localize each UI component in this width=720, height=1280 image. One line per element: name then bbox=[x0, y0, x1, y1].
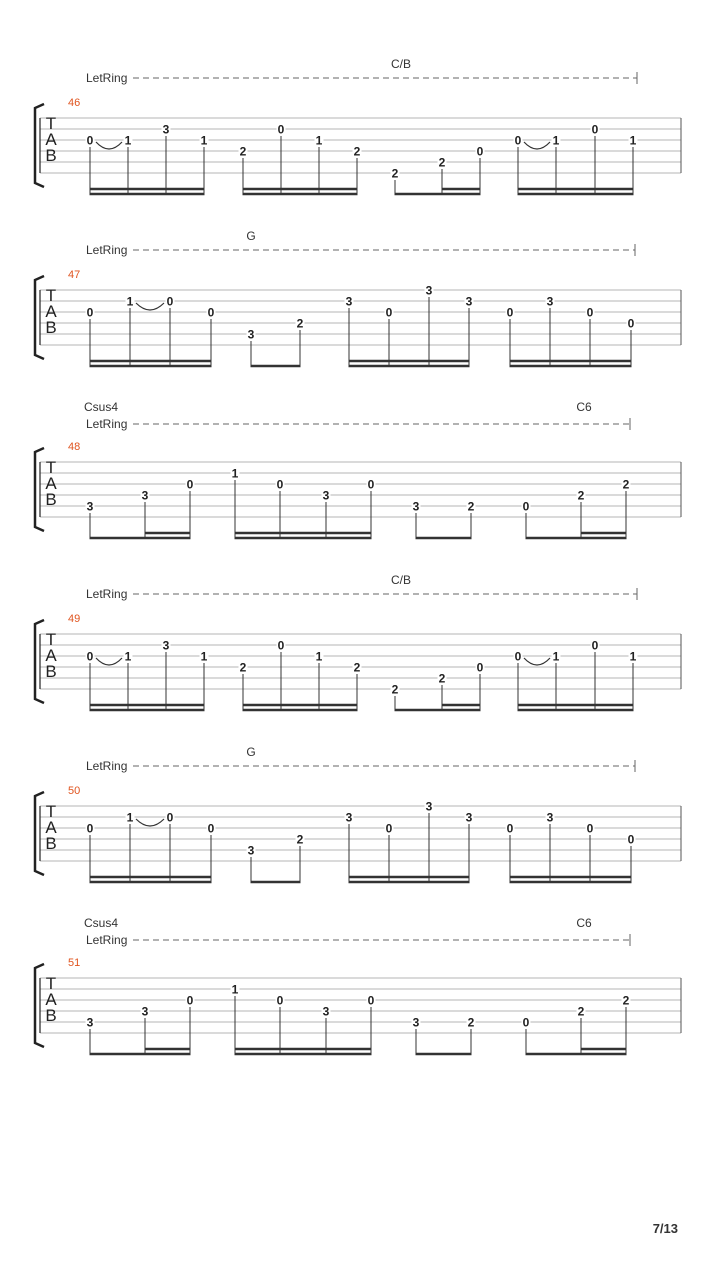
tie-arc bbox=[96, 658, 122, 665]
bar-number: 51 bbox=[68, 957, 81, 969]
fret-number: 3 bbox=[322, 1004, 330, 1019]
fret-number: 0 bbox=[476, 144, 484, 159]
fret-number: 2 bbox=[353, 144, 361, 159]
fret-number: 0 bbox=[591, 122, 599, 137]
tab-clef-letter: A bbox=[45, 302, 57, 321]
fret-number: 0 bbox=[522, 1015, 530, 1030]
fret-number: 0 bbox=[186, 477, 194, 492]
letring-label: LetRing bbox=[86, 243, 128, 257]
fret-number: 3 bbox=[247, 327, 255, 342]
fret-number: 1 bbox=[126, 810, 134, 825]
fret-number: 3 bbox=[322, 488, 330, 503]
tab-clef-letter: B bbox=[45, 834, 57, 853]
fret-number: 3 bbox=[162, 122, 170, 137]
fret-number: 3 bbox=[345, 810, 353, 825]
fret-number: 0 bbox=[276, 993, 284, 1008]
page-number: 7/13 bbox=[652, 1221, 678, 1236]
fret-number: 0 bbox=[367, 993, 375, 1008]
tab-clef-letter: B bbox=[45, 1006, 57, 1025]
fret-number: 3 bbox=[86, 1015, 94, 1030]
fret-number: 0 bbox=[186, 993, 194, 1008]
chord-name: C6 bbox=[576, 400, 592, 414]
fret-number: 3 bbox=[141, 488, 149, 503]
fret-number: 3 bbox=[345, 294, 353, 309]
bar-number: 50 bbox=[68, 785, 81, 797]
tab-clef-letter: B bbox=[45, 146, 57, 165]
chord-name: C6 bbox=[576, 916, 592, 930]
fret-number: 0 bbox=[514, 133, 522, 148]
fret-number: 0 bbox=[277, 638, 285, 653]
fret-number: 2 bbox=[622, 477, 630, 492]
fret-number: 2 bbox=[577, 488, 585, 503]
tab-clef-letter: A bbox=[45, 818, 57, 837]
fret-number: 1 bbox=[124, 133, 132, 148]
fret-number: 2 bbox=[577, 1004, 585, 1019]
fret-number: 0 bbox=[86, 821, 94, 836]
fret-number: 0 bbox=[586, 821, 594, 836]
tab-clef-letter: T bbox=[45, 286, 57, 305]
letring-label: LetRing bbox=[86, 587, 128, 601]
fret-number: 1 bbox=[315, 133, 323, 148]
tab-clef-letter: B bbox=[45, 318, 57, 337]
letring-label: LetRing bbox=[86, 417, 128, 431]
fret-number: 1 bbox=[124, 649, 132, 664]
fret-number: 0 bbox=[367, 477, 375, 492]
fret-number: 2 bbox=[467, 499, 475, 514]
fret-number: 2 bbox=[239, 144, 247, 159]
fret-number: 0 bbox=[207, 305, 215, 320]
fret-number: 0 bbox=[385, 305, 393, 320]
fret-number: 0 bbox=[514, 649, 522, 664]
fret-number: 3 bbox=[546, 294, 554, 309]
letring-label: LetRing bbox=[86, 933, 128, 947]
fret-number: 0 bbox=[591, 638, 599, 653]
tab-system-46 bbox=[35, 57, 681, 194]
tab-clef-letter: A bbox=[45, 990, 57, 1009]
chord-name: Csus4 bbox=[83, 400, 119, 414]
chord-name: G bbox=[246, 229, 256, 243]
bar-number: 49 bbox=[68, 613, 81, 625]
fret-number: 1 bbox=[200, 649, 208, 664]
fret-number: 1 bbox=[126, 294, 134, 309]
fret-number: 0 bbox=[86, 305, 94, 320]
fret-number: 0 bbox=[522, 499, 530, 514]
fret-number: 1 bbox=[231, 982, 239, 997]
bar-number: 48 bbox=[68, 441, 81, 453]
chord-name: G bbox=[246, 745, 256, 759]
fret-number: 0 bbox=[506, 305, 514, 320]
bar-number: 46 bbox=[68, 97, 81, 109]
fret-number: 1 bbox=[552, 649, 560, 664]
fret-number: 1 bbox=[231, 466, 239, 481]
fret-number: 0 bbox=[506, 821, 514, 836]
fret-number: 3 bbox=[247, 843, 255, 858]
letring-label: LetRing bbox=[86, 71, 128, 85]
tie-arc bbox=[136, 303, 164, 310]
chord-name: C/B bbox=[390, 57, 412, 71]
fret-number: 1 bbox=[552, 133, 560, 148]
fret-number: 0 bbox=[166, 810, 174, 825]
tab-system-47 bbox=[35, 229, 681, 366]
tie-arc bbox=[136, 819, 164, 826]
tab-system-50 bbox=[35, 745, 681, 882]
fret-number: 0 bbox=[207, 821, 215, 836]
fret-number: 3 bbox=[86, 499, 94, 514]
fret-number: 0 bbox=[586, 305, 594, 320]
fret-number: 3 bbox=[546, 810, 554, 825]
fret-number: 1 bbox=[629, 649, 637, 664]
fret-number: 3 bbox=[465, 294, 473, 309]
tab-system-49 bbox=[35, 573, 681, 710]
fret-number: 2 bbox=[391, 682, 399, 697]
tab-clef-letter: A bbox=[45, 474, 57, 493]
tab-clef-letter: B bbox=[45, 490, 57, 509]
fret-number: 0 bbox=[476, 660, 484, 675]
bar-number: 47 bbox=[68, 269, 81, 281]
fret-number: 1 bbox=[200, 133, 208, 148]
fret-number: 3 bbox=[425, 283, 433, 298]
tab-clef-letter: T bbox=[45, 802, 57, 821]
chord-name: C/B bbox=[390, 573, 412, 587]
tab-clef-letter: B bbox=[45, 662, 57, 681]
fret-number: 2 bbox=[622, 993, 630, 1008]
tab-clef-letter: T bbox=[45, 974, 57, 993]
fret-number: 2 bbox=[467, 1015, 475, 1030]
fret-number: 2 bbox=[438, 155, 446, 170]
fret-number: 2 bbox=[296, 316, 304, 331]
fret-number: 3 bbox=[412, 1015, 420, 1030]
tab-clef-letter: T bbox=[45, 114, 57, 133]
tab-clef-letter: T bbox=[45, 458, 57, 477]
tab-clef-letter: A bbox=[45, 130, 57, 149]
fret-number: 0 bbox=[277, 122, 285, 137]
fret-number: 2 bbox=[438, 671, 446, 686]
fret-number: 0 bbox=[385, 821, 393, 836]
fret-number: 0 bbox=[86, 649, 94, 664]
letring-label: LetRing bbox=[86, 759, 128, 773]
fret-number: 2 bbox=[296, 832, 304, 847]
fret-number: 0 bbox=[86, 133, 94, 148]
tab-clef-letter: A bbox=[45, 646, 57, 665]
fret-number: 0 bbox=[166, 294, 174, 309]
tab-clef-letter: T bbox=[45, 630, 57, 649]
fret-number: 0 bbox=[276, 477, 284, 492]
fret-number: 1 bbox=[315, 649, 323, 664]
fret-number: 3 bbox=[412, 499, 420, 514]
chord-name: Csus4 bbox=[83, 916, 119, 930]
fret-number: 3 bbox=[141, 1004, 149, 1019]
fret-number: 2 bbox=[353, 660, 361, 675]
tie-arc bbox=[96, 142, 122, 149]
tab-system-48 bbox=[35, 400, 681, 538]
fret-number: 3 bbox=[465, 810, 473, 825]
tie-arc bbox=[524, 658, 550, 665]
tab-system-51 bbox=[35, 916, 681, 1054]
fret-number: 3 bbox=[425, 799, 433, 814]
fret-number: 2 bbox=[391, 166, 399, 181]
fret-number: 0 bbox=[627, 316, 635, 331]
tie-arc bbox=[524, 142, 550, 149]
fret-number: 0 bbox=[627, 832, 635, 847]
fret-number: 3 bbox=[162, 638, 170, 653]
fret-number: 2 bbox=[239, 660, 247, 675]
fret-number: 1 bbox=[629, 133, 637, 148]
